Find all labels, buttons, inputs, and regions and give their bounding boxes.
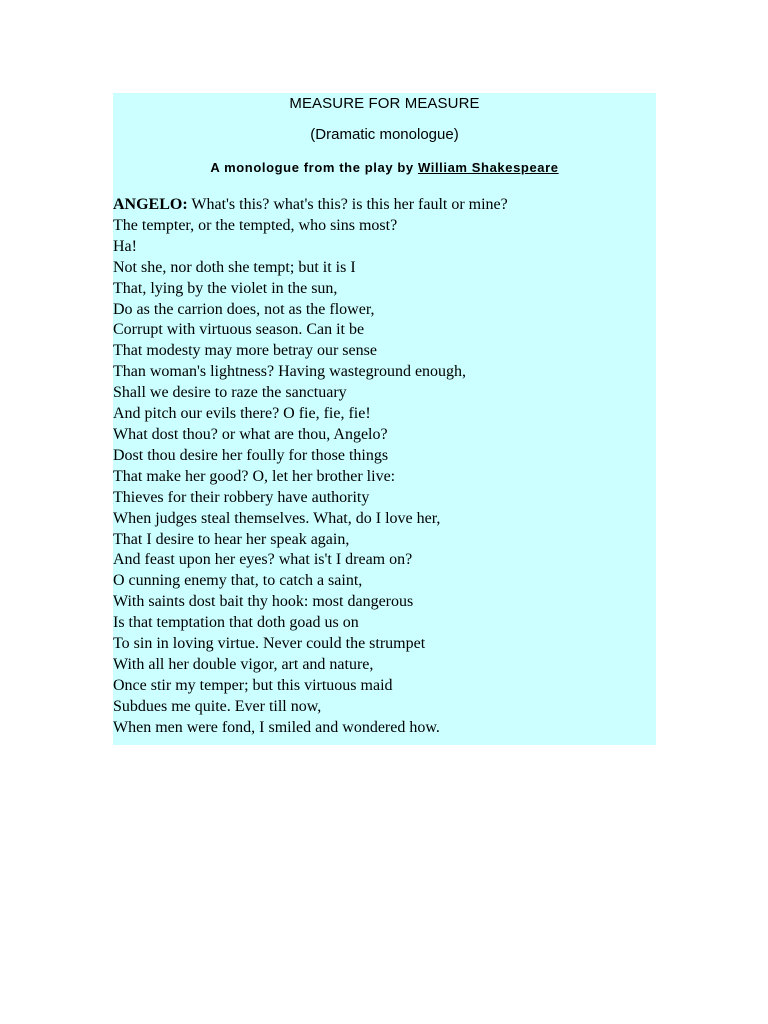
monologue-line: With saints dost bait thy hook: most dangerous <box>113 593 414 611</box>
monologue-line: When judges steal themselves. What, do I love her, <box>113 509 441 527</box>
monologue-line: Thieves for their robbery have authority <box>113 488 370 506</box>
author-link[interactable]: William Shakespeare <box>417 160 559 175</box>
monologue-line: Is that temptation that doth goad us on <box>113 614 359 632</box>
monologue-lines <box>113 216 508 739</box>
monologue-line: What dost thou? or what are thou, Angelo? <box>113 425 388 443</box>
monologue-line: Ha! <box>113 237 137 255</box>
monologue-line: Shall we desire to raze the sanctuary <box>113 384 347 402</box>
monologue-line: That make her good? O, let her brother live: <box>113 467 396 485</box>
monologue-line: With all her double vigor, art and nature, <box>113 655 374 673</box>
monologue-line: Not she, nor doth she tempt; but it is I <box>113 258 356 276</box>
monologue-line: Corrupt with virtuous season. Can it be <box>113 321 365 339</box>
monologue-line: And feast upon her eyes? what is't I dream on? <box>113 551 413 569</box>
monologue-line: Do as the carrion does, not as the flower, <box>113 300 375 318</box>
monologue-line: Dost thou desire her foully for those things <box>113 446 389 464</box>
byline-prefix: A monologue from the play by <box>210 160 414 175</box>
monologue-line: And pitch our evils there? O fie, fie, fie! <box>113 405 371 423</box>
monologue-line: To sin in loving virtue. Never could the strumpet <box>113 635 426 653</box>
first-line-text: What's this? what's this? is this her fault or mine? <box>191 196 508 213</box>
monologue-text <box>113 195 508 739</box>
monologue-line: That I desire to hear her speak again, <box>113 530 350 548</box>
monologue-line: Than woman's lightness? Having wasteground enough, <box>113 363 467 381</box>
monologue-line: Subdues me quite. Ever till now, <box>113 697 322 715</box>
monologue-first-line <box>113 195 508 216</box>
monologue-line: The tempter, or the tempted, who sins most? <box>113 216 398 234</box>
byline <box>113 160 656 175</box>
document-title: MEASURE FOR MEASURE <box>289 95 480 112</box>
speaker-name: ANGELO: <box>113 196 188 213</box>
monologue-line: Once stir my temper; but this virtuous maid <box>113 676 393 694</box>
monologue-line: That modesty may more betray our sense <box>113 342 377 360</box>
monologue-line: That, lying by the violet in the sun, <box>113 279 338 297</box>
monologue-line: O cunning enemy that, to catch a saint, <box>113 572 363 590</box>
monologue-line: When men were fond, I smiled and wondered how. <box>113 718 440 736</box>
document-subtitle: (Dramatic monologue) <box>310 126 459 143</box>
monologue-panel <box>113 93 656 745</box>
